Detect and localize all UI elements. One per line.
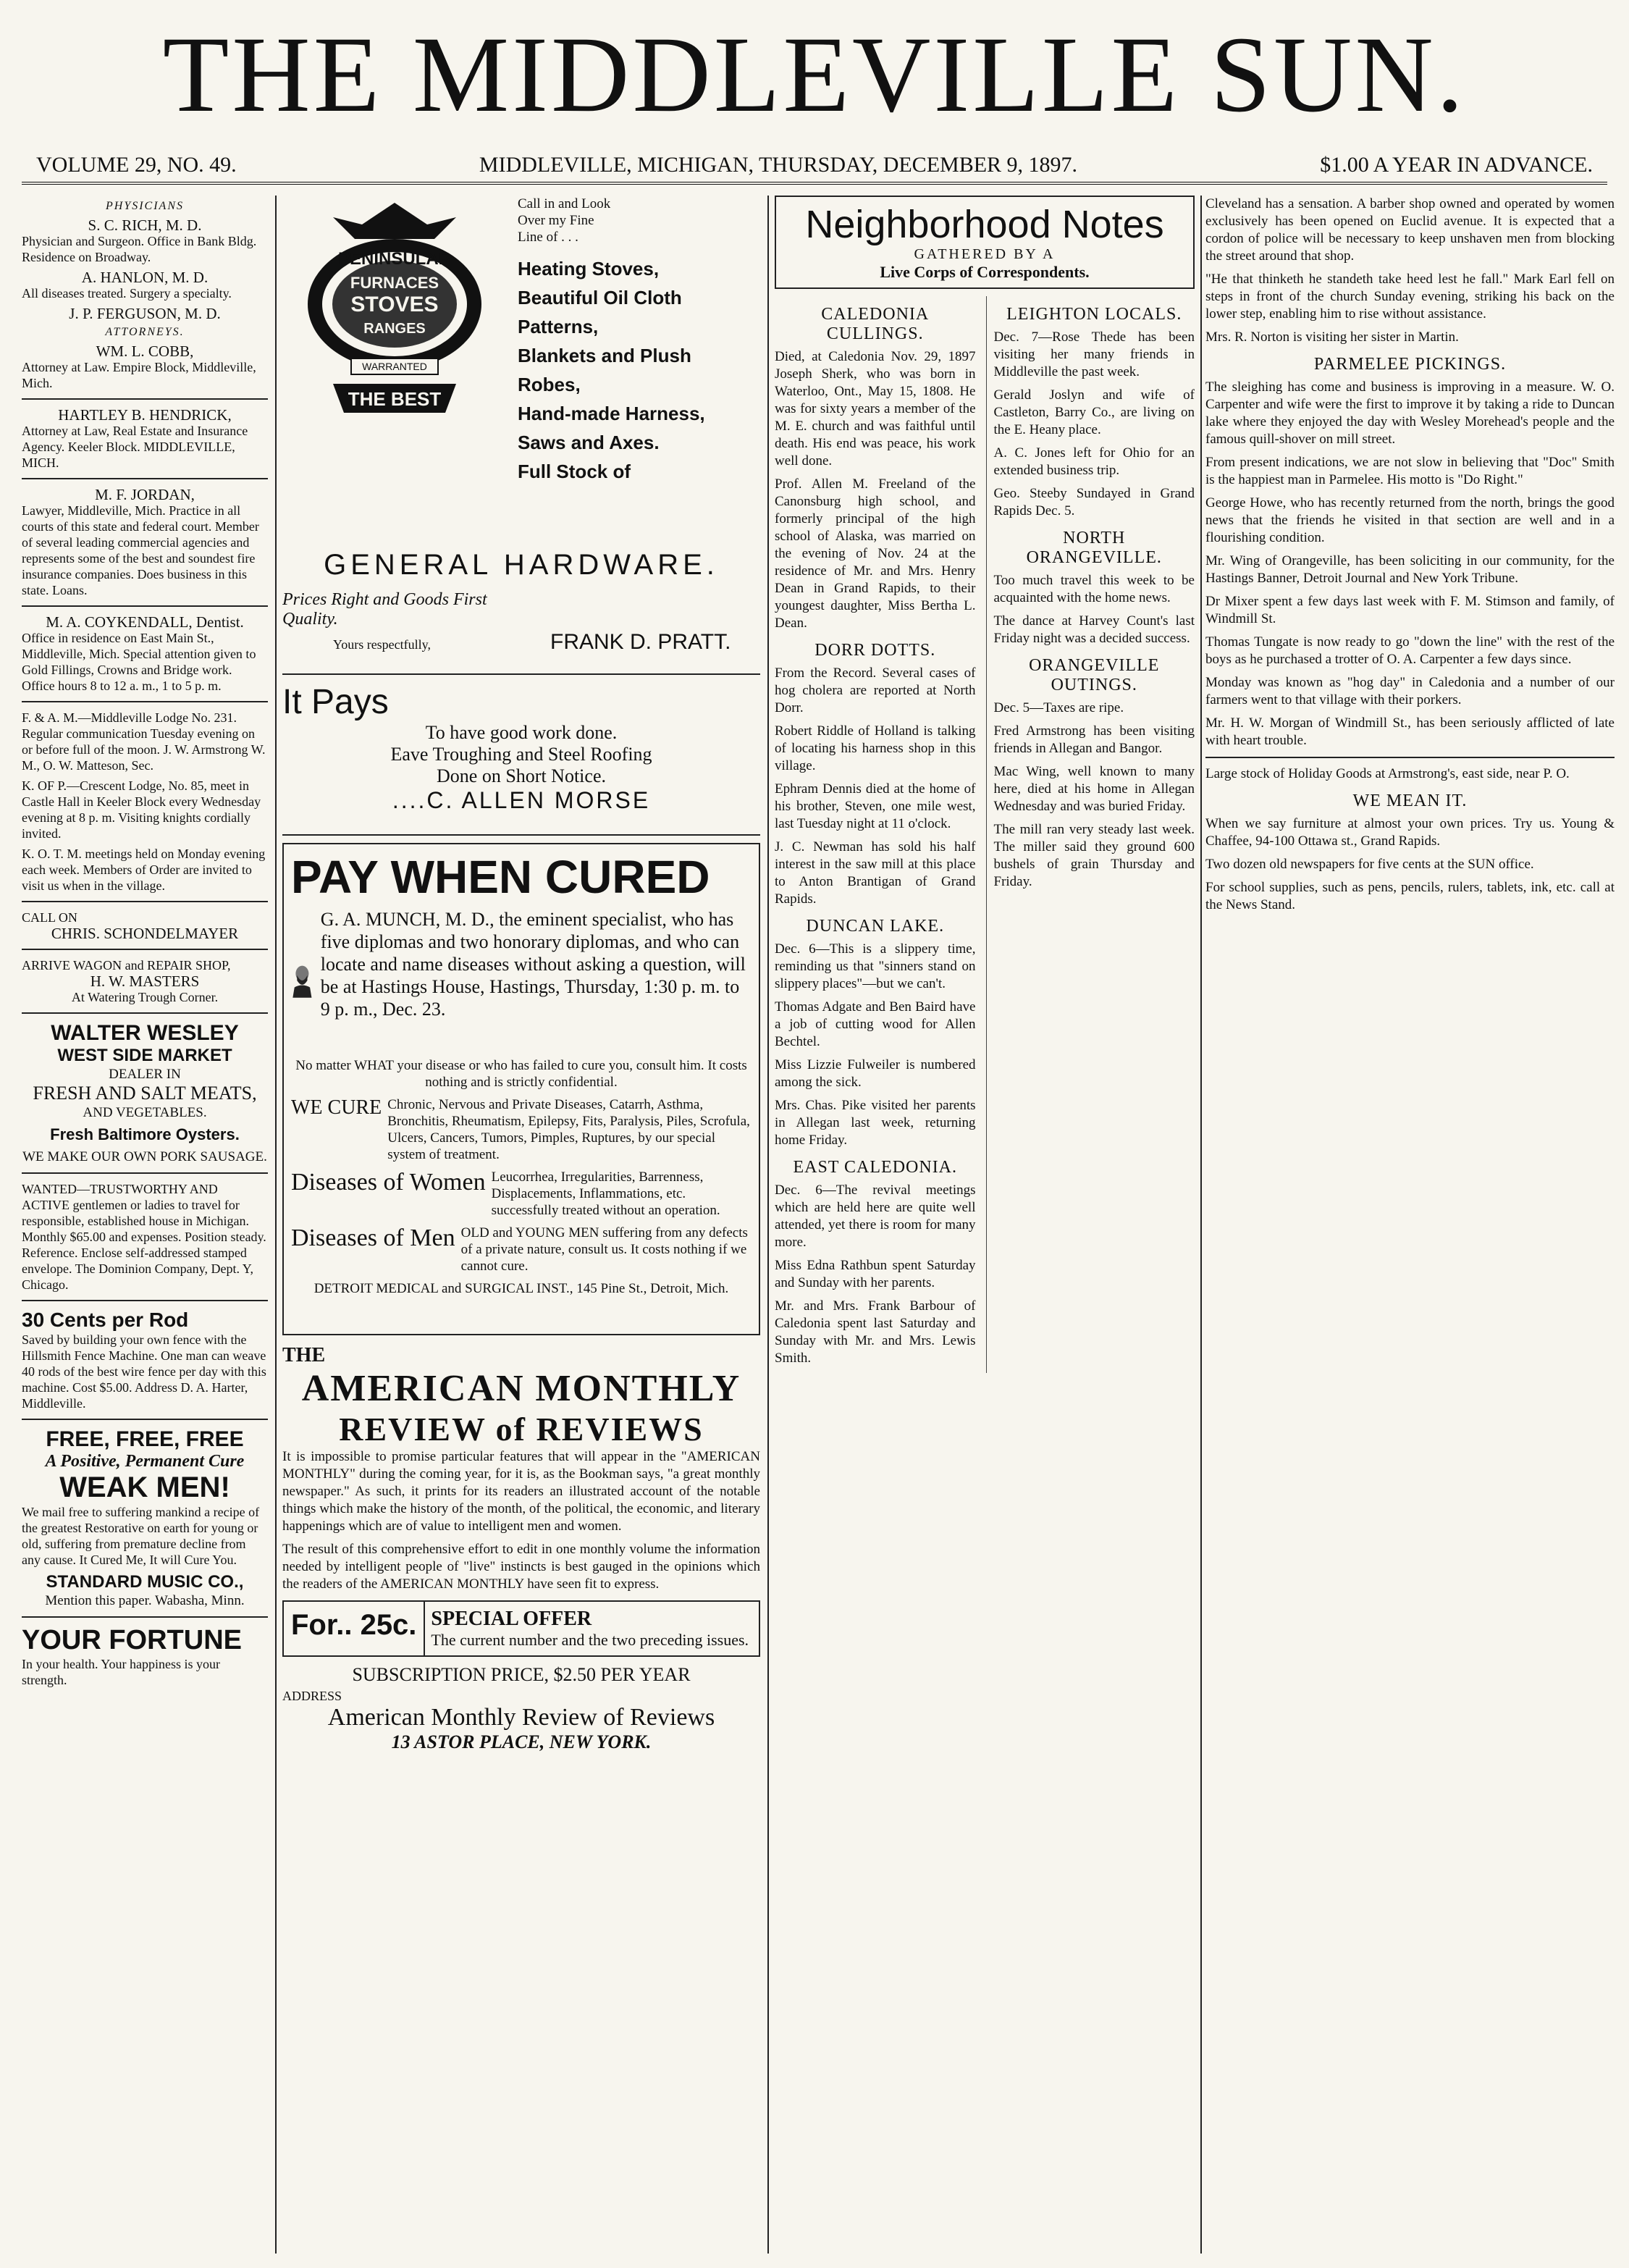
card-rich: S. C. RICH, M. D. Physician and Surgeon. Office in Bank Bldg. Residence on Broadway. (22, 217, 257, 264)
callin-box: Call in and Look Over my Fine Line of . . . Heating Stoves, Beautiful Oil Cloth Patterns, Blankets and Plush Robes, Hand-made Harness, Saws and Axes. Full Stock of (518, 196, 757, 486)
masthead (22, 0, 1607, 145)
volume-number: VOLUME 29, NO. 49. (36, 153, 237, 177)
goods-list: Heating Stoves, Beautiful Oil Cloth Patterns, Blankets and Plush Robes, Hand-made Harness, Saws and Axes. Full Stock of (518, 258, 705, 482)
column-rule (275, 196, 277, 2254)
ad-american-monthly: THE AMERICAN MONTHLY REVIEW of REVIEWS It is impossible to promise particular features that will appear in the "AMERICAN MONTHLY" during the coming year, for it is, as the Bookman says, "a great monthly newspaper." As such, it prints for its readers an illustrated account of the notable things which make the history of the month, of the political, the economic, and literary happenings which are of value to intelligent men and women. The result of this comprehensive effort to edit in one monthly volume the information needed by intelligent people of "live" instincts is best gauged in the opinions which the readers of the AMERICAN MONTHLY have seen fit to express. For.. 25c. SPECIAL OFFER The current number and the two preceding issues. SUBSCRIPTION PRICE, $2.50 PER YEAR ADDRESS American Monthly Review of Reviews 13 ASTOR PLACE, NEW YORK. (282, 1344, 760, 1752)
notice-maccabees: K. O. T. M. meetings held on Monday evening each week. Members of Order are invited to visit us when in the village. (22, 847, 266, 893)
notes-left: CALEDONIA CULLINGS. Died, at Caledonia Nov. 29, 1897 Joseph Sherk, who was born in Waterloo, Ont., May 15, 1808. He was for sixty years a member of the M. E. church and was faithful until death. His end was peace, his work well done. Prof. Allen M. Freeland of the Canonsburg high school, and formerly principal of the high school of Alaska, was married on the evening of Nov. 24 at the residence of Mr. and Mrs. Henry Dean in Grand Rapids, to their youngest daughter, Miss Bertha L. Dean. DORR DOTTS. From the Record. Several cases of hog cholera are reported at North Dorr. Robert Riddle of Holland is talking of locating his harness shop in this village. Ephram Dennis died at the home of his brother, Steven, one mile west, last Tuesday night at 11 o'clock. J. C. Newman has sold his half interest in the saw mill at this place to Anton Brantigan of Grand Rapids. DUNCAN LAKE. Dec. 6—This is a slippery time, reminding us that "sinners stand on slippery places"—but we can't. Thomas Adgate and Ben Baird have a job of cutting wood for Allen Bechtel. Miss Lizzie Fulweiler is numbered among the sick. Mrs. Chas. Pike visited her parents in Allegan last week, returning home Friday. EAST CALEDONIA. Dec. 6—The revival meetings which are held here are quite well attended, yet there is room for many more. Miss Edna Rathbun spent Saturday and Sunday with her parents. Mr. and Mrs. Frank Barbour of Caledonia spent last Saturday and Sunday with Mr. and Mrs. Lewis Smith. (775, 305, 976, 1366)
ad-pay-when-cured: PAY WHEN CURED G. A. MUNCH, M. D., the eminent specialist, who has five diplomas and two honorary diplomas, and who can locate and name diseases without asking a question, will be at Hastings House, Hastings, Thursday, 1:30 p. m. to 9 p. m., Dec. 23. No matter WHAT your disease or who has failed to cure you, consult him. It costs nothing and is strictly confidential. WE CURE Chronic, Nervous and Private Diseases, Catarrh, Asthma, Bronchitis, Rheumatism, Epilepsy, Fits, Paralysis, Piles, Scrofula, Ulcers, Cancers, Tumors, Pimples, Ruptures, by our special system of treatment. Diseases of Women Leucorrhea, Irregularities, Barrenness, Displacements, Inflammations, etc. successfully treated without an operation. Diseases of Men OLD and YOUNG MEN suffering from any defects of a private nature, consult us. It costs nothing if we cannot cure. DETROIT MEDICAL and SURGICAL INST., 145 Pine St., Detroit, Mich. (282, 843, 760, 1335)
column-neighborhood-notes (775, 196, 1195, 2254)
notice-knights-pythias: K. OF P.—Crescent Lodge, No. 85, meet in Castle Hall in Keeler Block every Wednesday evening at 8 p. m. Visiting knights cordially invited. (22, 778, 261, 841)
badge-mid2: STOVES (350, 293, 439, 316)
ad-weak-men: FREE, FREE, FREE A Positive, Permanent Cure WEAK MEN! We mail free to suffering mankind a recipe of the greatest Restorative on earth for young or old, suffering from premature decline from any cause. It Cured Me, It will Cure You. STANDARD MUSIC CO., Mention this paper. Wabasha, Minn. (22, 1427, 260, 1608)
general-hardware-heading: GENERAL HARDWARE. (324, 549, 719, 581)
card-jordan: M. F. JORDAN, Lawyer, Middleville, Mich. Practice in all courts of this state and federal court. Member of several leading commercial agencies and represents some of the best and soundest fire insurance companies. Does business in this state. Loans. (22, 486, 259, 597)
peninsular-badge-icon (290, 196, 500, 427)
column-rule (767, 196, 769, 2254)
column-local-news: Cleveland has a sensation. A barber shop owned and operated by women exclusively has been opened on Euclid avenue. It is expected that a cordon of police will be necessary to keep unshaven men from blocking the street around that shop. "He that thinketh he standeth take heed lest he fall." Mark Earl fell on steps in front of the church Sunday evening, striking his back on the lower step, enabling him to rise without assistance. Mrs. R. Norton is visiting her sister in Martin. PARMELEE PICKINGS. The sleighing has come and business is improving in a measure. W. O. Carpenter and wife were the first to improve it by taking a ride to Duncan lake where they enjoyed the day with Wesley Morehead's people and the famous quill-shover on mill street. From present indications, we are not slow in believing that "Doc" Smith is the happiest man in Parmelee. His motto is "Do Right." George Howe, who has recently returned from the north, brings the good news that the friends he visited in that section are well and in a flourishing condition. Mr. Wing of Orangeville, has been soliciting in our community, for the Hastings Banner, Detroit Journal and New York Tribune. Dr Mixer spent a few days last week with F. M. Stimson and family, of Windmill St. Thomas Tungate is now ready to go "down the line" with the rest of the boys as he purchased a trotter of O. A. Carpenter a few days since. Monday was known as "hog day" in Caledonia and a number of our farmers went to that village with their porkers. Mr. H. W. Morgan of Windmill St., has been seriously afflicted of late with heart trouble. Large stock of Holiday Goods at Armstrong's, east side, near P. O. WE MEAN IT. When we say furniture at almost your own prices. Try us. Young & Chaffee, 94-100 Ottawa st., Grand Rapids. Two dozen old newspapers for five cents at the SUN office. For school supplies, such as pens, pencils, rulers, tablets, ink, etc. call at the News Stand. (1205, 196, 1615, 912)
prices-slogan: Prices Right and Goods First Quality. (282, 590, 487, 629)
ad-masters: ARRIVE WAGON and REPAIR SHOP, H. W. MASTERS At Watering Trough Corner. (22, 958, 231, 1004)
notes-right: LEIGHTON LOCALS. Dec. 7—Rose Thede has been visiting her many friends in Middleville the past week. Gerald Joslyn and wife of Castleton, Barry Co., are living on the E. Heany place. A. C. Jones left for Ohio for an extended business trip. Geo. Steeby Sundayed in Grand Rapids Dec. 5. NORTH ORANGEVILLE. Too much travel this week to be acquainted with the home news. The dance at Harvey Count's last Friday night was a decided success. ORANGEVILLE OUTINGS. Dec. 5—Taxes are ripe. Fred Armstrong has been visiting friends in Allegan and Bangor. Mac Wing, well known to many here, died at his home in Allegan Wednesday and was buried Friday. The mill ran very steady last week. The miller said they ground 600 bushels of grain Thursday and Friday. (986, 296, 1195, 1373)
pratt-name: FRANK D. PRATT. (550, 630, 731, 654)
ad-pratt-hardware (282, 196, 760, 666)
ad-wanted: WANTED—TRUSTWORTHY AND ACTIVE gentlemen or ladies to travel for responsible, established house in Michigan. Monthly $65.00 and expenses. Position steady. Reference. Enclose self-addressed stamped envelope. The Dominion Company, Dept. Y, Chicago. (22, 1182, 266, 1292)
physicians-label: PHYSICIANS (106, 200, 184, 212)
ad-fence-machine: 30 Cents per Rod Saved by building your own fence with the Hillsmith Fence Machine. One man can weave 40 rods of the best wire fence per day with this machine. Cost $5.00. Address D. A. Harter, Middleville. (22, 1309, 266, 1411)
column-business-directory (22, 196, 268, 2254)
card-hendrick: HARTLEY B. HENDRICK, Attorney at Law, Real Estate and Insurance Agency. Keeler Block. MIDDLEVILLE, MICH. (22, 406, 248, 470)
notes-banner: Neighborhood Notes GATHERED BY A Live Corps of Correspondents. (775, 196, 1195, 289)
card-ferguson: J. P. FERGUSON, M. D. (69, 305, 221, 322)
card-cobb: WM. L. COBB, Attorney at Law. Empire Block, Middleville, Mich. (22, 343, 256, 390)
badge-warranted: WARRANTED (362, 361, 427, 372)
card-coykendall: M. A. COYKENDALL, Dentist. Office in residence on East Main St., Middleville, Mich. Special attention given to Gold Fillings, Crowns and Bridge work. Office hours 8 to 12 a. m., 1 to 5 p. m. (22, 613, 256, 693)
dateline-bar (22, 148, 1607, 185)
column-display-ads (282, 196, 760, 2254)
doctor-portrait-icon (291, 908, 313, 1053)
ad-wesley-market: WALTER WESLEY WEST SIDE MARKET DEALER IN FRESH AND SALT MEATS, AND VEGETABLES. Fresh Baltimore Oysters. WE MAKE OUR OWN PORK SAUSAGE. (22, 1021, 267, 1164)
card-hanlon: A. HANLON, M. D. All diseases treated. Surgery a specialty. (22, 269, 232, 301)
subscription-price: $1.00 A YEAR IN ADVANCE. (1320, 153, 1593, 177)
special-offer-box: For.. 25c. SPECIAL OFFER The current number and the two preceding issues. (282, 1600, 760, 1657)
ad-allen-morse: It Pays To have good work done. Eave Troughing and Steel Roofing Done on Short Notice. ....C. ALLEN MORSE (282, 682, 760, 827)
notice-masonic-lodge: F. & A. M.—Middleville Lodge No. 231. Regular communication Tuesday evening on or before full of the moon. J. W. Armstrong W. M., O. W. Matteson, Sec. (22, 710, 266, 773)
badge-mid3: RANGES (363, 321, 426, 337)
ad-your-fortune: YOUR FORTUNE In your health. Your happiness is your strength. (22, 1625, 242, 1687)
holiday-goods-notice: Large stock of Holiday Goods at Armstrong's, east side, near P. O. (1205, 766, 1570, 781)
ad-schondelmayer: CALL ON CHRIS. SCHONDELMAYER (22, 910, 239, 942)
badge-best: THE BEST (348, 388, 442, 410)
badge-top: PENINSULAR (337, 249, 452, 269)
it-pays-heading: It Pays (282, 683, 389, 721)
attorneys-label: ATTORNEYS. (105, 326, 185, 338)
morse-name: ....C. ALLEN MORSE (392, 787, 651, 813)
publication-date: MIDDLEVILLE, MICHIGAN, THURSDAY, DECEMBER 9, 1897. (479, 153, 1078, 177)
newspaper-title: THE MIDDLEVILLE SUN. (162, 14, 1467, 135)
column-rule (1200, 196, 1202, 2254)
badge-mid1: FURNACES (350, 274, 439, 292)
yours-respectfully: Yours respectfully, (333, 637, 431, 652)
